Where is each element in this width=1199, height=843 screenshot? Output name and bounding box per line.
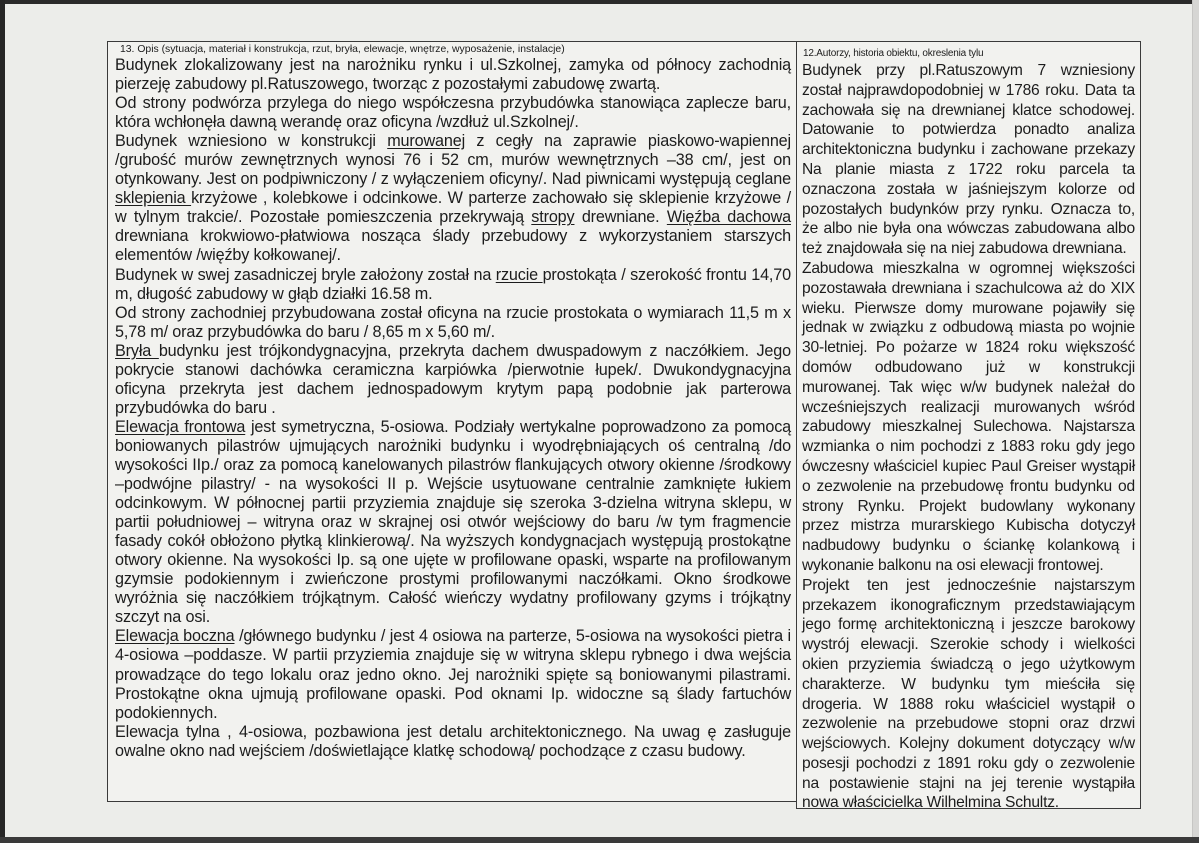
scan-edge-right bbox=[1192, 0, 1199, 843]
underlined-term: Więźba dachowa bbox=[666, 208, 791, 227]
paragraph-dating: Budynek przy pl.Ratuszowym 7 wzniesiony został najprawdopodobniej w 1786 roku. Data ta zachowała się na drewnianej klatce schodowej. Datowanie to potwierdza ponadto analiza architektoniczna budynku i zachowane przekazy Na planie miasta z 1722 roku parcela ta oznaczona została w jaśniejszym kolorze od pozostałych budynków przy rynku. Oznacza to, że albo nie była ona wówczas zabudowana albo też znajdowała się na niej zabudowa drewniana. bbox=[802, 62, 1135, 258]
paragraph-annex: Od strony zachodniej przybudowana został oficyna na rzucie prostokata o wymiarach 11,5 m x 5,78 m/ oraz przybudówka do baru / 8,65 m x 5,60 m/. bbox=[115, 303, 791, 341]
paragraph-plan bbox=[115, 266, 791, 304]
text-fragment: Budynek w swej zasadniczej bryle założony został na bbox=[115, 265, 496, 284]
scan-edge-left bbox=[0, 0, 5, 843]
text-fragment: jest symetryczna, 5-osiowa. Podziały wertykalne poprowadzono za pomocą boniowanych pilastrów ujmujących narożniki budynku i wyodrębniających oś centralną /do wysokości IIp./ oraz za pomocą kanelowanych pilastrów flankujących otwory okienne /środkowy –podwójne pilastry/ - na wysokości II p. Wejście usytuowane centralnie zamknięte łukiem odcinkowym. W północnej partii przyziemia znajduje się szeroka 3-dzielna witryna sklepu, w partii południowej – witryna oraz w skrajnej osi otwór wejściowy do baru /w tym fragmencie fasady cokół obłożono płytką klinkierową/. Na wyższych kondygnacjach występują prostokątne otwory okienne. Na wysokości Ip. są one ujęte w profilowane opaski, wsparte na profilowanym gzymsie podokiennym i zwieńczone prostymi profilowanymi naczółkami. Okno środkowe wyróżnia się naczółkiem trójkątnym. Całość wieńczy wydatny profilowany gzyms i trójkątny szczyt na osi. bbox=[115, 417, 791, 627]
scan-edge-top bbox=[0, 0, 1199, 4]
text-fragment: krzyżowe , kolebkowe i odcinkowe. W parterze zachowało się sklepienie krzyżowe / w tylnym trakcie/. Pozostałe pomieszczenia przekrywają bbox=[115, 189, 791, 227]
paragraph-history: Zabudowa mieszkalna w ogromnej większości pozostawała drewniana i szachulcowa aż do XIX wieku. Pierwsze domy murowane pojawiły się jednak w związku z odbudową miasta po wojnie 30-letniej. Po pożarze w 1824 roku większość domów odbudowano już w konstrukcji murowanej. Tak więc w/w budynek należał do wcześniejszych realizacji murowanych wśród zabudowy mieszkalnej Sulechowa. Najstarsza wzmianka o nim pochodzi z 1883 roku gdy jego ówczesny właściciel kupiec Paul Greiser wystąpił o zezwolenie na przebudowę frontu budynku od strony Rynku. Projekt budowlany wykonany przez mistrza murarskiego Kubischa dotyczył nadbudowy budynku o ściankę kolankową i wykonanie balkonu na osi elewacji frontowej. bbox=[802, 259, 1135, 574]
paragraph-rear-elevation: Elewacja tylna , 4-osiowa, pozbawiona jest detalu architektonicznego. Na uwag ę zasługuje owalne okno nad wejściem /doświetlające klatkę schodową/ pochodzące z czasu budowy. bbox=[115, 722, 791, 760]
underlined-term: murowanej bbox=[387, 132, 466, 151]
paragraph-massing bbox=[115, 342, 791, 418]
underlined-term: Elewacja frontowa bbox=[115, 417, 246, 436]
underlined-term: sklepienia bbox=[115, 189, 192, 208]
text-fragment: /głównego budynku / jest 4 osiowa na parterze, 5-osiowa na wysokości pietra i 4-osiowa –poddasze. W partii przyziemia znajduje się w witryna sklepu rybnego i dwa wejścia prowadzące do tego lokalu oraz jedno okno. Jej narożniki spięte są boniowanymi pilastrami. Prostokątne okna ujmują profilowane opaski. Pod oknami Ip. widoczne są ślady fartuchów podokiennych. bbox=[115, 627, 792, 722]
paragraph-front-elevation bbox=[115, 418, 791, 628]
description-section bbox=[107, 41, 797, 802]
underlined-term: Elewacja boczna bbox=[115, 627, 235, 646]
paragraph-project: Projekt ten jest jednocześnie najstarszym przekazem ikonograficznym przedstawiającym jego formę architektoniczną i jeszcze barokowy wystrój elewacji. Szerokie schody i wielkości okien przyziemia świadczą o jego użytkowym charakterze. W budynku tym mieściła się drogeria. W 1888 roku właściciel wystąpił o zezwolenie na przebudowe stopni oraz drzwi wejściowych. Kolejny dokument dotyczący w/w posesji pochodzi z 1891 roku gdy o zezwolenie na postawienie stajni na jej terenie wystąpiła nowa właścicielka Wilhelmina Schultz. bbox=[802, 576, 1135, 812]
scan-edge-bottom bbox=[0, 837, 1199, 843]
paragraph-location: Budynek zlokalizowany jest na narożniku rynku i ul.Szkolnej, zamyka od północy zachodnią pierzeję zabudowy pl.Ratuszowego, tworząc z pozostałymi zabudowę zwartą. bbox=[115, 56, 791, 94]
history-body bbox=[802, 61, 1135, 813]
text-fragment: drewniane. bbox=[574, 208, 667, 227]
text-fragment: Budynek wzniesiono w konstrukcji bbox=[115, 132, 388, 151]
history-heading: 12.Autorzy, historia obiektu, okreslenia tylu bbox=[803, 48, 984, 59]
underlined-term: Bryła bbox=[115, 341, 159, 360]
history-section bbox=[796, 41, 1141, 812]
paragraph-side-elevation bbox=[115, 627, 791, 722]
description-heading: 13. Opis (sytuacja, materiał i konstrukcja, rzut, bryła, elewacje, wnętrze, wyposażenie, instalacje) bbox=[120, 44, 565, 55]
underlined-term: rzucie bbox=[495, 265, 543, 284]
text-fragment: prostokąta / szerokość frontu 14,70 m, długość zabudowy w głąb działki 16.58 m. bbox=[115, 265, 791, 303]
paragraph-construction bbox=[115, 132, 791, 265]
text-fragment: drewniana krokwiowo-płatwiowa nosząca ślady przebudowy z wykorzystaniem starszych elementów /więźby kołkowanej/. bbox=[115, 227, 791, 265]
text-fragment: z cegły na zaprawie piaskowo-wapiennej /grubość murów zewnętrznych wynosi 76 i 52 cm, murów wewnętrznych –38 cm/, jest on otynkowany. Jest on podpiwniczony / z wyłączeniem oficyny/. Nad piwnicami występują ceglane bbox=[115, 132, 791, 189]
description-body bbox=[115, 56, 791, 761]
text-fragment: budynku jest trójkondygnacyjna, przekryta dachem dwuspadowym z naczółkiem. Jego pokrycie stanowi dachówka ceramiczna karpiówka /pierwotnie łupek/. Dwukondygnacyjna oficyna przekryta jest dachem jednospadowym krytym papą podobnie jak parterowa przybudówka do baru . bbox=[115, 341, 791, 417]
underlined-term: stropy bbox=[531, 208, 575, 227]
paragraph-courtyard: Od strony podwórza przylega do niego współczesna przybudówka stanowiąca zaplecze baru, która wchłonęła dawną werandę oraz oficyna /wzdłuż ul.Szkolnej/. bbox=[115, 94, 791, 132]
